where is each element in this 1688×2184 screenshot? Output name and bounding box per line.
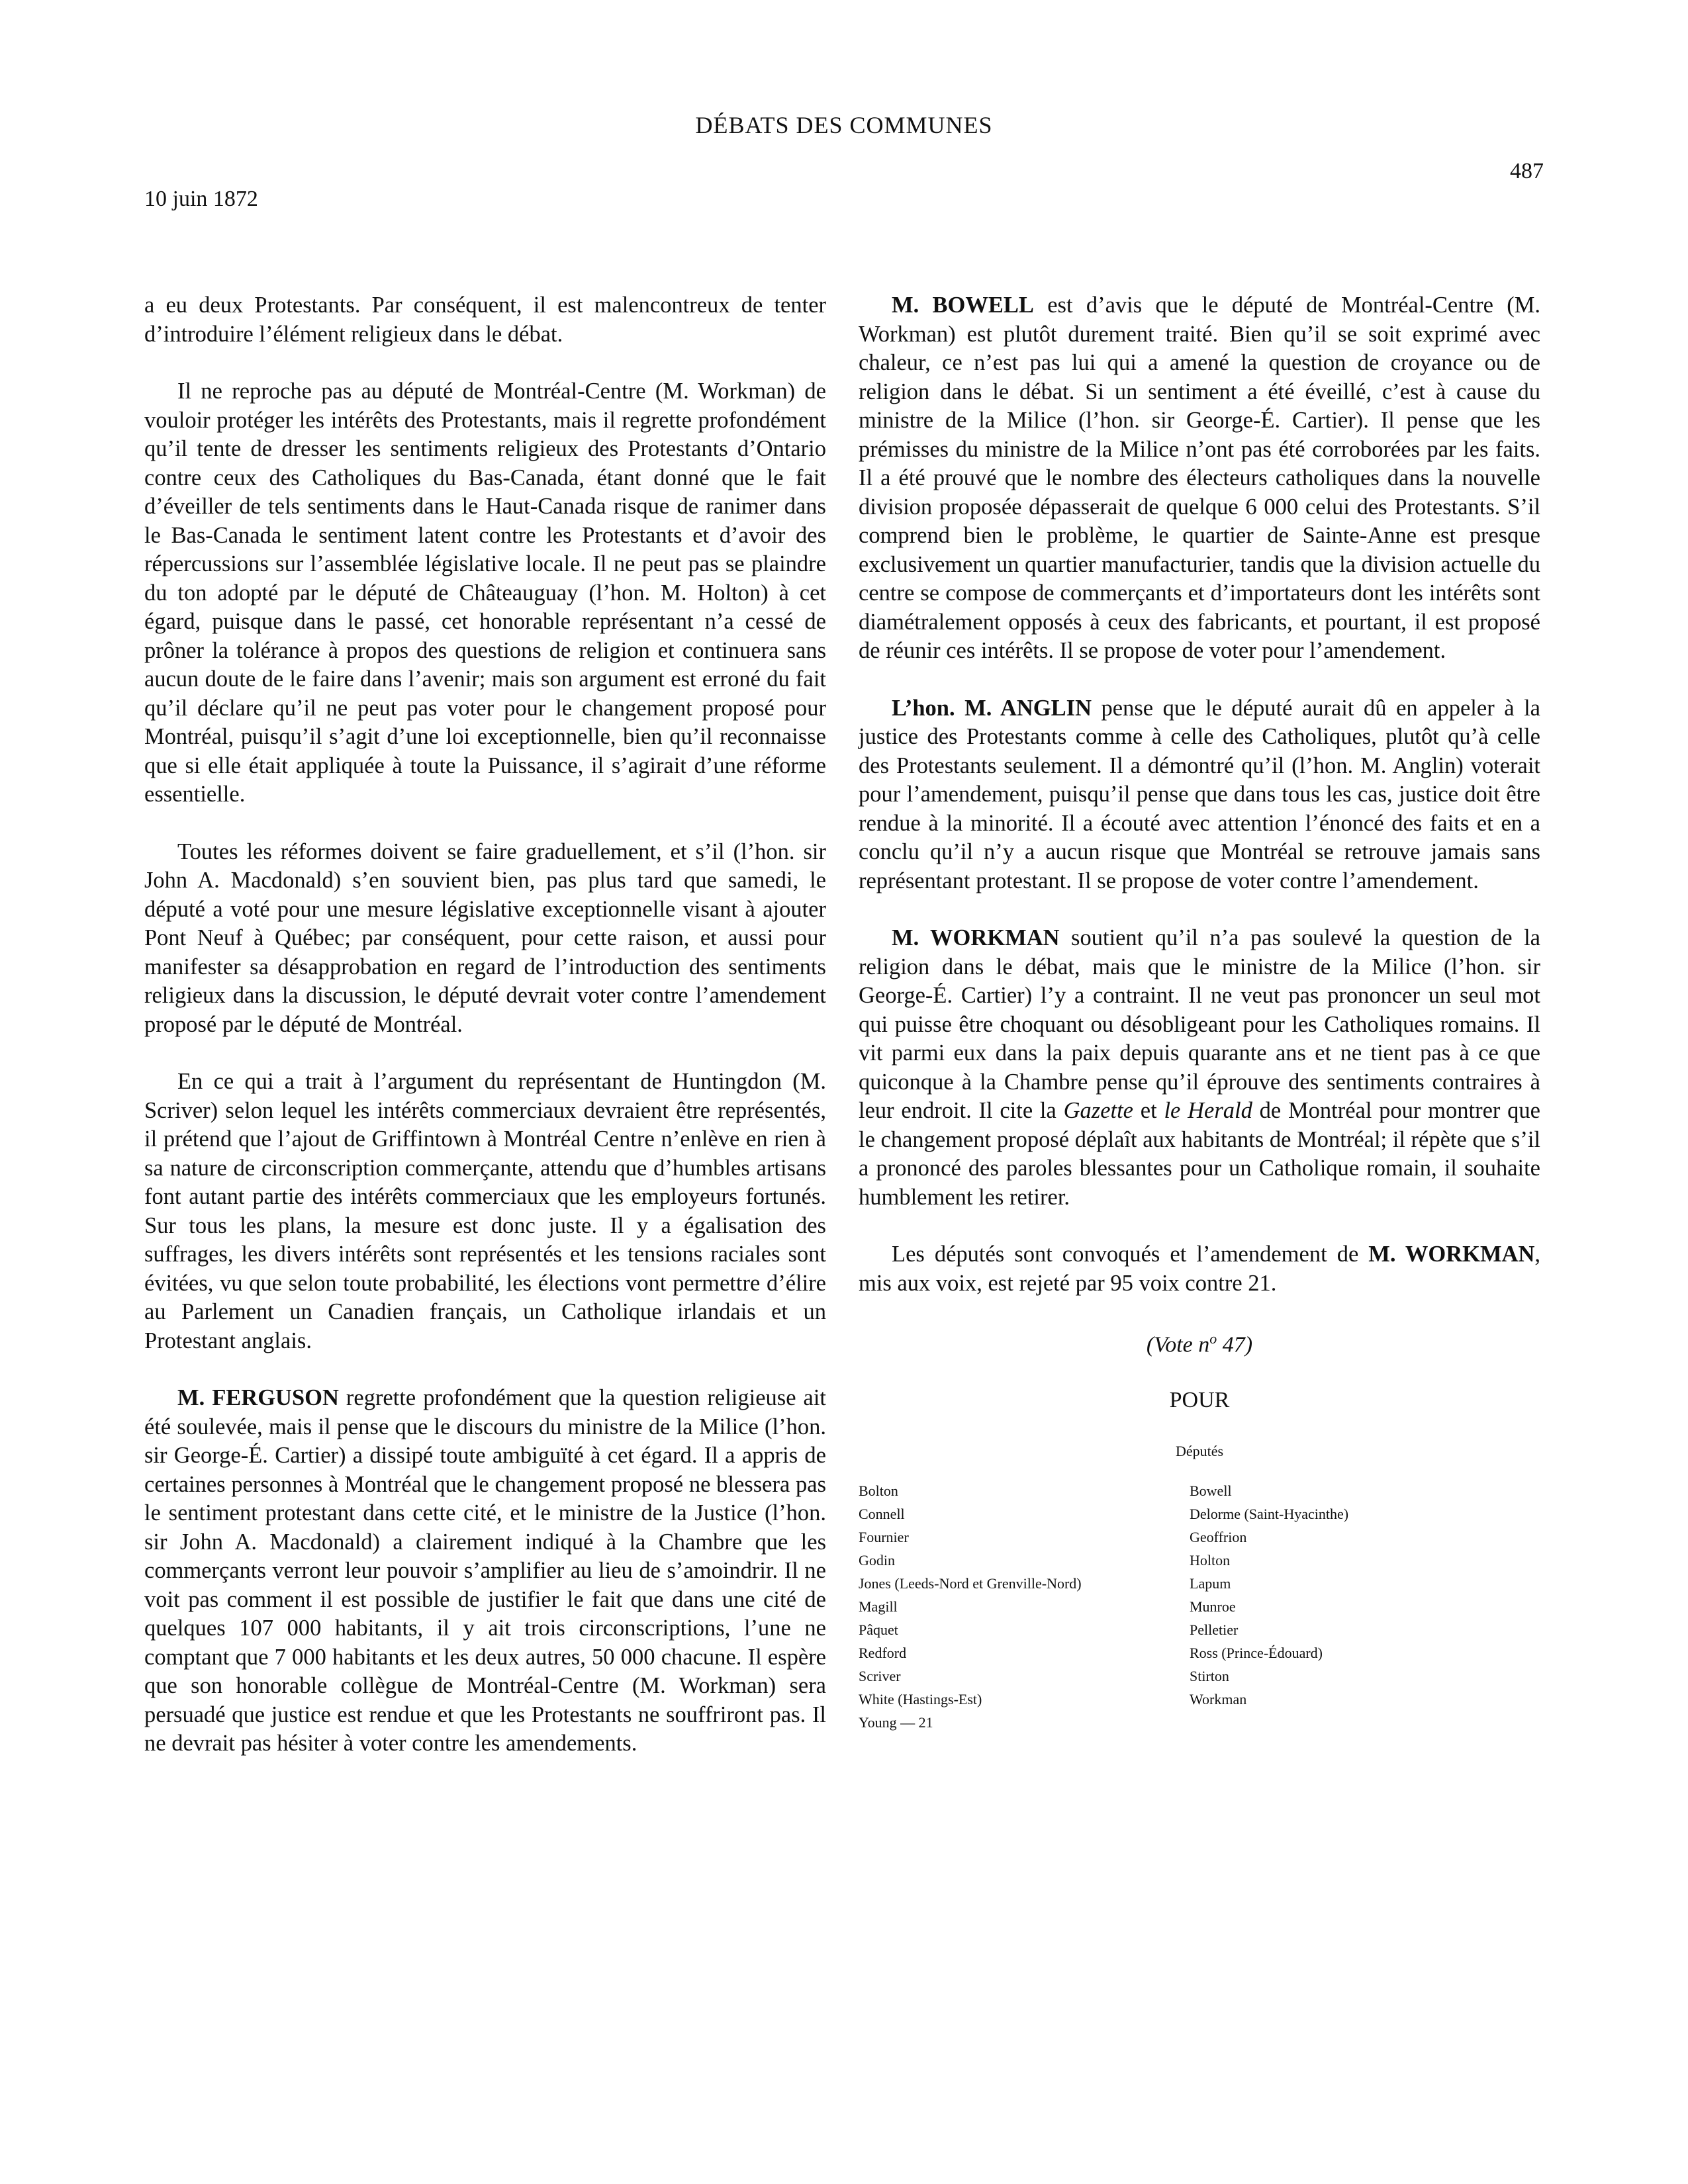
member-name: Young — 21 [859, 1713, 933, 1731]
speech-text: pense que le député aurait dû en appeler à la justice des Protestants comme à celle des Catholiques, plutôt qu’à celle des Protestants seulement. Il a démontré qu’il (l’hon. M. Anglin) voterait pour l’amendement, puisqu’il pense que dans tous les cas, justice doit être rendue à la minorité. Il a écouté avec attention l’énoncé des faits et en a conclu qu’il n’y a aucun risque que Montréal se retrouve jamais sans représentant protestant. Il se propose de voter contre l’amendement. [859, 695, 1540, 893]
speech-bowell [859, 291, 1540, 666]
newspaper-title: Gazette [1063, 1098, 1133, 1123]
member-name: Munroe [1190, 1598, 1236, 1615]
member-column-1 [859, 1479, 1190, 1734]
members-label: Députés [1175, 1443, 1224, 1460]
member-name: Fournier [859, 1528, 909, 1545]
member-name: White (Hastings-Est) [859, 1690, 982, 1707]
speech-text: regrette profondément que la question religieuse ait été soulevée, mais il pense que le discours du ministre de la Milice (l’hon. sir George-É. Cartier) a dissipé toute ambiguïté à cet égard. Il a appris de certaines personnes à Montréal que le changement proposé ne blessera pas le sentiment protestant dans cette cité, et le ministre de la Justice (l’hon. sir John A. Macdonald) a clairement indiqué à la Chambre que les commerçants verront leur pouvoir s’amplifier au lieu de s’amoindrir. Il ne voit pas comment il est possible de justifier le fait que dans une cité de quelques 107 000 habitants, il y ait trois circonscriptions, l’une ne comptant que 7 000 habitants et les deux autres, 50 000 chacune. Il espère que son honorable collègue de Montréal-Centre (M. Workman) sera persuadé que justice est rendue et que les Protestants ne souffriront pas. Il ne devrait pas hésiter à voter contre les amendements. [144, 1385, 827, 1756]
member-name: Godin [859, 1551, 895, 1569]
member-name: Geoffrion [1190, 1528, 1247, 1545]
speech-workman [859, 924, 1540, 1212]
speech-text: est d’avis que le député de Montréal-Centre (M. Workman) est plutôt durement traité. Bien qu’il se soit exprimé avec chaleur, ce n’est pas lui qui a amené la question de croyance ou de religion dans le débat. Si un sentiment a été éveillé, c’est à cause du ministre de la Milice (l’hon. sir George-É. Cartier). Il pense que les prémisses du ministre de la Milice n’ont pas été corroborées par les faits. Il a été prouvé que le nombre des électeurs catholiques dans la nouvelle division proposée dépasserait de quelque 6 000 celui des Protestants. S’il comprend bien le problème, le quartier de Sainte-Anne est presque exclusivement un quartier manufacturier, tandis que la division actuelle du centre se compose de commerçants et d’importateurs dont les intérêts sont diamétralement opposés à ceux des fabricants, et pourtant, il est proposé de réunir ces intérêts. Il se propose de voter pour l’amendement. [859, 293, 1540, 663]
speaker-name: M. WORKMAN [892, 925, 1060, 950]
speaker-name: L’hon. M. ANGLIN [892, 695, 1092, 721]
paragraph: Il ne reproche pas au député de Montréal-Centre (M. Workman) de vouloir protéger les intérêts des Protestants, mais il regrette profondément qu’il tente de dresser les sentiments religieux des Protestants d’Ontario contre ceux des Catholiques du Bas-Canada, étant donné que le fait d’éveiller de tels sentiments dans le Haut-Canada risque de ranimer dans le Bas-Canada le sentiment latent contre les Protestants et d’avoir des répercussions sur l’assemblée législative locale. Il ne peut pas se plaindre du ton adopté par le député de Châteauguay (l’hon. M. Holton) à cet égard, puisque dans le passé, cet honorable représentant n’a cessé de prôner la tolérance à propos des questions de religion et continuera sans aucun doute de le faire dans l’avenir; mais son argument est erroné du fait qu’il déclare qu’il ne peut pas voter pour le changement proposé pour Montréal, puisqu’il s’agit d’une loi exceptionnelle, bien qu’il reconnaisse que si elle était appliquée à toute la Puissance, il s’agirait d’une réforme essentielle. [144, 379, 826, 807]
member-name: Pelletier [1190, 1621, 1239, 1638]
vote-label-suffix: 47) [1217, 1332, 1253, 1357]
member-name: Delorme (Saint-Hyacinthe) [1190, 1505, 1349, 1522]
speaker-name: M. FERGUSON [177, 1385, 339, 1410]
result-text: , mis aux voix, est rejeté par 95 voix contre 21. [859, 1242, 1540, 1296]
division-result [859, 1240, 1540, 1298]
result-text: Les députés sont convoqués et l’amendement de [892, 1242, 1369, 1267]
member-name: Scriver [859, 1667, 901, 1684]
speech-text: soutient qu’il n’a pas soulevé la question de la religion dans le débat, mais que le ministre de la Milice (l’hon. sir George-É. Cartier) l’y a contraint. Il ne veut pas prononcer un seul mot qui puisse être choquant ou désobligeant pour les Catholiques romains. Il vit parmi eux dans la paix depuis quarante ans et ne tient pas à ce que quiconque à la Chambre pense qu’il éprouve des sentiments contraires à leur endroit. Il cite la [859, 925, 1540, 1123]
vote-label-prefix: (Vote n [1146, 1332, 1210, 1357]
speaker-name: M. WORKMAN [1368, 1242, 1535, 1267]
member-name: Holton [1190, 1551, 1231, 1569]
left-column [144, 291, 826, 1758]
speech-anglin [859, 694, 1540, 896]
paragraph: En ce qui a trait à l’argument du représentant de Huntingdon (M. Scriver) selon lequel les intérêts commerciaux devraient être représentés, il prétend que l’ajout de Griffintown à Montréal Centre n’enlève en rien à sa nature de circonscription commerçante, attendu que d’humbles artisans font autant partie des intérêts commerciaux que les employeurs fortunés. Sur tous les plans, la mesure est donc juste. Il y a égalisation des suffrages, les divers intérêts sont représentés et les tensions raciales sont évitées, vu que selon toute probabilité, les élections vont permettre d’élire au Parlement un Canadien français, un Catholique irlandais et un Protestant anglais. [144, 1069, 826, 1353]
running-head: DÉBATS DES COMMUNES [695, 112, 993, 138]
member-name: Lapum [1190, 1574, 1231, 1592]
vote-label-superscript: o [1209, 1330, 1217, 1347]
member-name: Pâquet [859, 1621, 898, 1638]
member-name: Bowell [1190, 1482, 1232, 1499]
paragraph: a eu deux Protestants. Par conséquent, il est malencontreux de tenter d’introduire l’élément religieux dans le débat. [144, 293, 826, 347]
right-column [859, 291, 1540, 1734]
sitting-date: 10 juin 1872 [144, 187, 258, 211]
newspaper-title: le Herald [1164, 1098, 1252, 1123]
paragraph: Toutes les réformes doivent se faire graduellement, et s’il (l’hon. sir John A. Macdonald) s’en souvient bien, pas plus tard que samedi, le député a voté pour une mesure législative exceptionnelle visant à ajouter Pont Neuf à Québec; par conséquent, pour cette raison, et aussi pour manifester sa désapprobation en regard de l’introduction des sentiments religieux dans la discussion, le député devrait voter contre l’amendement proposé par le député de Montréal. [144, 839, 826, 1037]
member-name: Redford [859, 1644, 907, 1661]
member-name: Connell [859, 1505, 905, 1522]
vote-number-heading [859, 1324, 1540, 1359]
member-name: Workman [1190, 1690, 1247, 1707]
member-name: Magill [859, 1598, 898, 1615]
speech-text: de Montréal pour montrer que le changement proposé déplaît aux habitants de Montréal; il répète que s’il a prononcé des paroles blessantes pour un Catholique romain, il souhaite humblement les retirer. [859, 1098, 1540, 1210]
vote-side-heading: POUR [1169, 1387, 1230, 1412]
speaker-name: M. BOWELL [892, 293, 1034, 318]
member-name: Stirton [1190, 1667, 1229, 1684]
member-column-2 [1190, 1479, 1521, 1734]
member-list [859, 1479, 1540, 1734]
member-name: Jones (Leeds-Nord et Grenville-Nord) [859, 1574, 1082, 1592]
member-name: Ross (Prince-Édouard) [1190, 1644, 1323, 1661]
speech-text: et [1133, 1098, 1164, 1123]
page-number: 487 [1510, 159, 1544, 183]
speech-ferguson [144, 1384, 826, 1758]
member-name: Bolton [859, 1482, 898, 1499]
